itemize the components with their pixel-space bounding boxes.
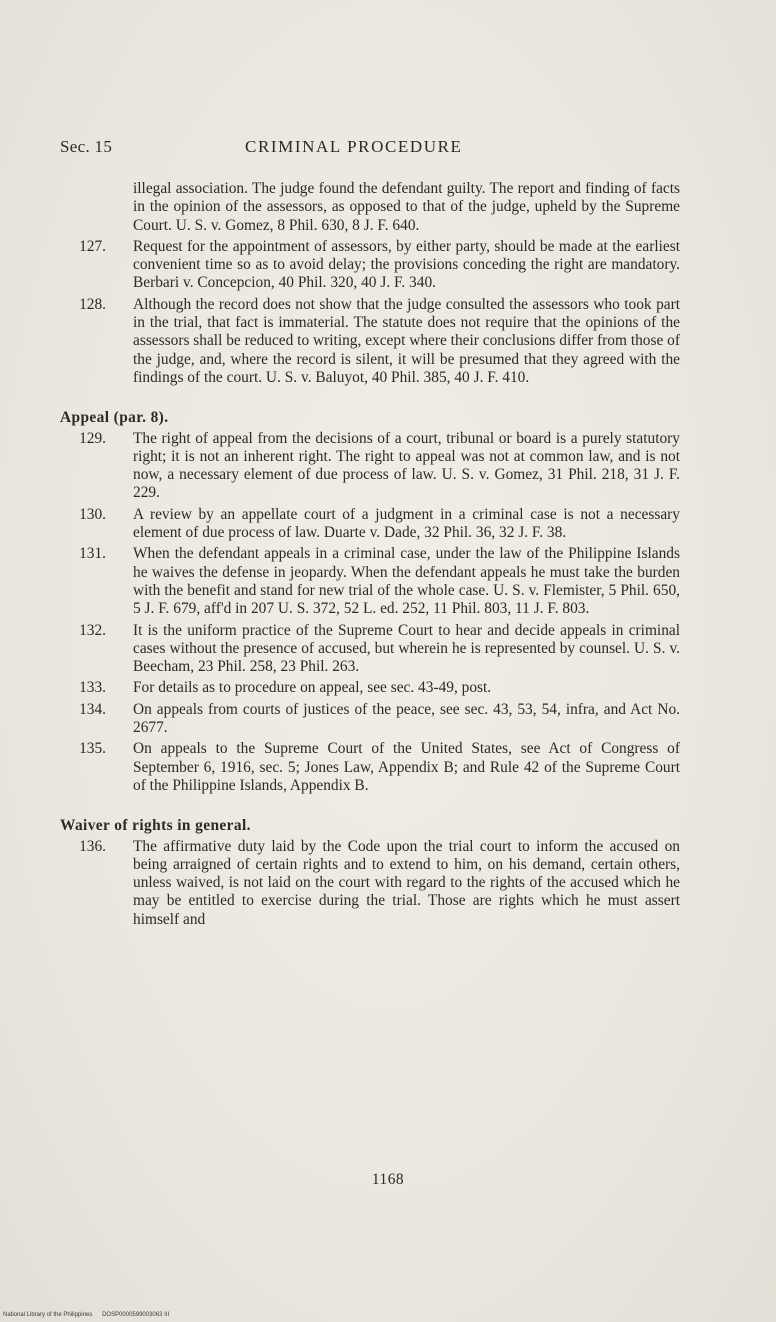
note-132 [60, 622, 680, 677]
note-number: 130. [79, 505, 106, 523]
note-130 [60, 506, 680, 543]
note-number: 136. [79, 837, 106, 855]
note-127 [60, 238, 680, 293]
note-text: On appeals to the Supreme Court of the United States, see Act of Congress of September 6, 1916, sec. 5; Jones Law, Appendix B; and Rule 42 of the Supreme Court of the Philippine Islands, Appendix B. [133, 740, 680, 794]
note-number: 133. [79, 679, 106, 697]
note-text: Request for the appointment of assessors, by either party, should be made at the earliest convenient time so as to avoid delay; the provisions conceding the right are mandatory. Berbari v. Concepcion, 40 Phil. 320, 40 J. F. 340. [133, 237, 680, 292]
note-131 [60, 545, 680, 618]
note-135 [60, 740, 680, 795]
page-header [60, 137, 720, 161]
body-text [60, 180, 680, 932]
note-text: On appeals from courts of justices of the peace, see sec. 43, 53, 54, infra, and Act No. 2677. [133, 700, 680, 737]
note-129 [60, 430, 680, 503]
footer-library: National Library of the Philippines [3, 1312, 93, 1318]
note-text: It is the uniform practice of the Supreme Court to hear and decide appeals in criminal cases without the presence of accused, but wherein he is represented by counsel. U. S. v. Beecham, 23 Phil. 258, 23 Phil. 263. [133, 621, 680, 676]
scan-footer [3, 1312, 177, 1318]
note-number: 128. [79, 295, 106, 313]
note-133 [60, 679, 680, 697]
note-number: 132. [79, 621, 106, 639]
note-134 [60, 701, 680, 738]
note-number: 135. [79, 740, 106, 758]
note-number: 131. [79, 545, 106, 563]
note-text: Although the record does not show that the judge consulted the assessors who took part in the trial, that fact is immaterial. The statute does not require that the opinions of the assessors shall be reduced to writing, except where their conclusions differ from those of the judge, and, where the record is silent, it will be presumed that they agreed with the findings of the court. U. S. v. Baluyot, 40 Phil. 385, 40 J. F. 410. [133, 295, 680, 386]
note-136 [60, 838, 680, 929]
note-number: 129. [79, 429, 106, 447]
note-number: 134. [79, 700, 106, 718]
note-text: A review by an appellate court of a judgment in a criminal case is not a necessary element of due process of law. Duarte v. Dade, 32 Phil. 36, 32 J. F. 38. [133, 505, 680, 542]
note-text: When the defendant appeals in a criminal case, under the law of the Philippine Islands he waives the defense in jeopardy. When the defendant appeals he must take the burden with the benefit and stand for new trial of the whole case. U. S. v. Flemister, 5 Phil. 650, 5 J. F. 679, aff'd in 207 U. S. 372, 52 L. ed. 252, 11 Phil. 803, 11 J. F. 803. [133, 545, 680, 618]
running-title: CRIMINAL PROCEDURE [245, 137, 463, 156]
note-number: 127. [79, 237, 106, 255]
note-128 [60, 296, 680, 387]
note-text: The affirmative duty laid by the Code upon the trial court to inform the accused on being arraigned of certain rights and to extend to him, on his demand, certain others, unless waived, is not laid on the court with regard to the rights of the accused which he may be entitled to exercise during the trial. Those are rights which he must assert himself and [133, 837, 680, 928]
section-heading-waiver: Waiver of rights in general. [60, 817, 251, 835]
section-heading-appeal: Appeal (par. 8). [60, 409, 169, 427]
page-number: 1168 [371, 1171, 405, 1188]
section-label: Sec. 15 [60, 137, 113, 156]
note-text: The right of appeal from the decisions of a court, tribunal or board is a purely statutory right; it is not an inherent right. The right to appeal was not at common law, and is not now, a necessary element of due process of law. U. S. v. Gomez, 31 Phil. 218, 31 J. F. 229. [133, 429, 680, 502]
continuation-paragraph: illegal association. The judge found the defendant guilty. The report and finding of facts in the opinion of the assessors, as opposed to that of the judge, upheld by the Supreme Court. U. S. v. Gomez, 8 Phil. 630, 8 J. F. 640. [133, 180, 680, 234]
note-text: For details as to procedure on appeal, see sec. 43-49, post. [133, 679, 492, 697]
footer-code: DOSP0000599003063 III [102, 1312, 170, 1318]
